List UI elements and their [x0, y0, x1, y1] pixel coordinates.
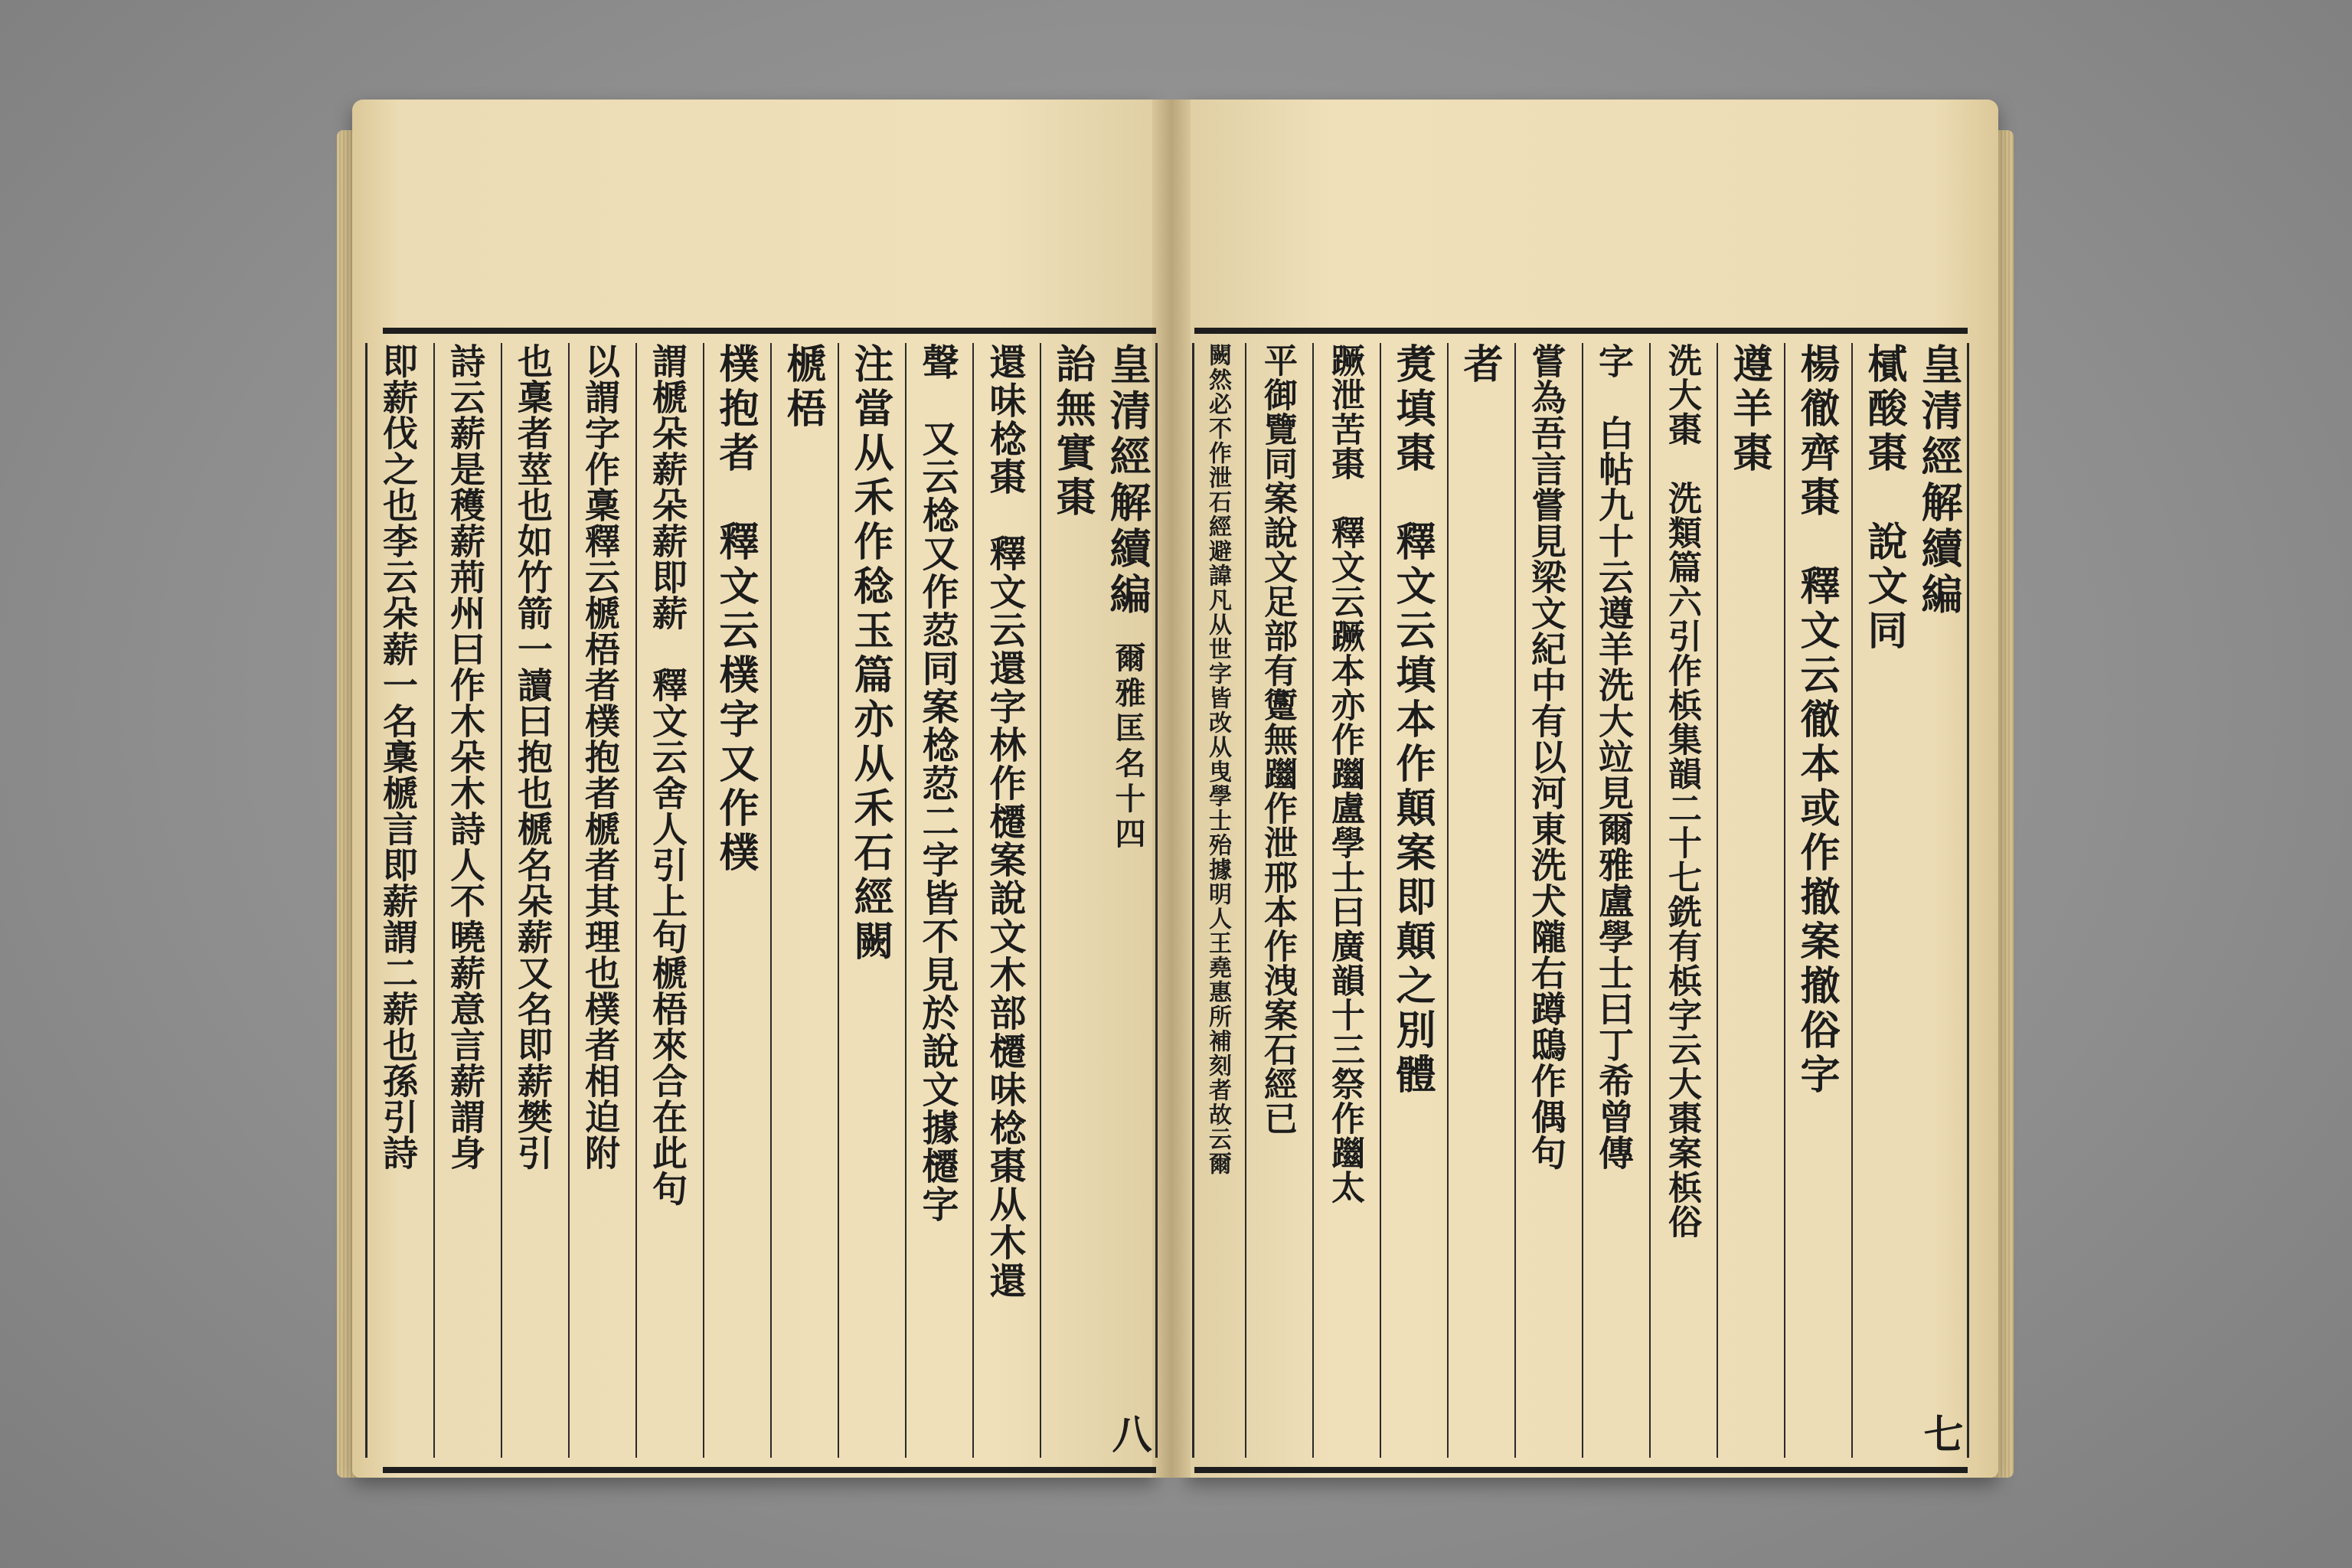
right-text-frame [1194, 328, 1968, 1473]
text-line: 嘗為吾言嘗見梁文紀中有以河東洗犬隴右蹲鴟作偶句 [1526, 343, 1567, 1171]
text-column [1312, 343, 1375, 1458]
text-line: 即薪伐之也李云朵薪一名稾榹言即薪謂二薪也孫引詩 [377, 343, 419, 1171]
right-title-column [1912, 343, 1969, 1458]
text-line: 樸抱者 釋文云樸字又作樸 [712, 343, 759, 876]
text-column [1649, 343, 1712, 1458]
text-line: 謂榹朵薪朵薪即薪 釋文云舍人引上句榹梧來合在此句 [647, 343, 688, 1207]
left-page-number: 八 [1105, 1413, 1152, 1458]
left-book-title: 皇清經解續編 [1103, 343, 1152, 619]
text-line: 以謂字作稾釋云榹梧者樸抱者榹者其理也樸者相迫附 [580, 343, 621, 1171]
text-column [905, 343, 968, 1458]
text-column [1192, 343, 1240, 1458]
text-column [703, 343, 766, 1458]
text-line: 還味棯棗 釋文云還字林作櫏案說文木部櫏味棯棗从木還 [983, 343, 1026, 1300]
text-column [568, 343, 631, 1458]
text-line: 字 白帖九十云遵羊洗大竝見爾雅盧學士曰丁希曾傳 [1593, 343, 1635, 1171]
text-line: 蹶泄苦棗 釋文云蹶本亦作躖盧學士曰廣韻十三祭作躖太 [1325, 343, 1364, 1204]
text-line: 樲酸棗 說文同 [1860, 343, 1907, 654]
text-column [972, 343, 1035, 1458]
text-column [1245, 343, 1308, 1458]
text-line: 也稾者莖也如竹箭一讀曰抱也榹名朵薪又名即薪樊引 [512, 343, 554, 1171]
text-line: 遵羊棗 [1726, 343, 1772, 476]
text-line: 榹梧 [779, 343, 826, 432]
text-line: 詒無實棗 [1049, 343, 1096, 521]
text-line: 詩云薪是穫薪荊州曰作木朵木詩人不曉薪意言薪謂身 [445, 343, 486, 1171]
text-line: 平御覽同案說文足部有躛無躖作泄邢本作洩案石經已 [1258, 343, 1297, 1135]
text-line: 聲 又云棯又作荵同案棯荵二字皆不見於說文據櫏字 [916, 343, 959, 1223]
text-column [1380, 343, 1442, 1458]
left-text-frame [377, 328, 1156, 1473]
text-column [1514, 343, 1577, 1458]
book-gutter [1152, 100, 1191, 1478]
text-column [770, 343, 833, 1458]
text-column [635, 343, 698, 1458]
text-column [838, 343, 900, 1458]
open-book [337, 100, 2021, 1493]
text-line: 楊徹齊棗 釋文云徹本或作撤案撤俗字 [1793, 343, 1840, 1098]
right-book-title: 皇清經解續編 [1915, 343, 1964, 619]
text-column [1851, 343, 1914, 1458]
text-column [1784, 343, 1847, 1458]
right-page-number: 七 [1916, 1413, 1963, 1458]
text-column [1447, 343, 1510, 1458]
left-title-column [1100, 343, 1158, 1458]
text-column [1717, 343, 1779, 1458]
text-column [501, 343, 564, 1458]
text-line: 闕然必不作泄石經避諱凡从世字皆改从曳學士殆據明人王堯惠所補刻者故云爾 [1204, 343, 1231, 1176]
text-column [433, 343, 496, 1458]
text-column [1040, 343, 1102, 1458]
text-column [1582, 343, 1645, 1458]
text-line: 者 [1456, 343, 1503, 387]
text-line: 煑填棗 釋文云填本作顛案即顛之別體 [1389, 343, 1436, 1098]
left-section-title: 爾雅匡名十四 [1110, 642, 1146, 853]
text-line: 注當从禾作稔玉篇亦从禾石經闕 [847, 343, 893, 965]
text-line: 洗大棗 洗類篇六引作梹集韻二十七銑有梹字云大棗案梹俗 [1662, 343, 1701, 1239]
text-column [365, 343, 429, 1458]
